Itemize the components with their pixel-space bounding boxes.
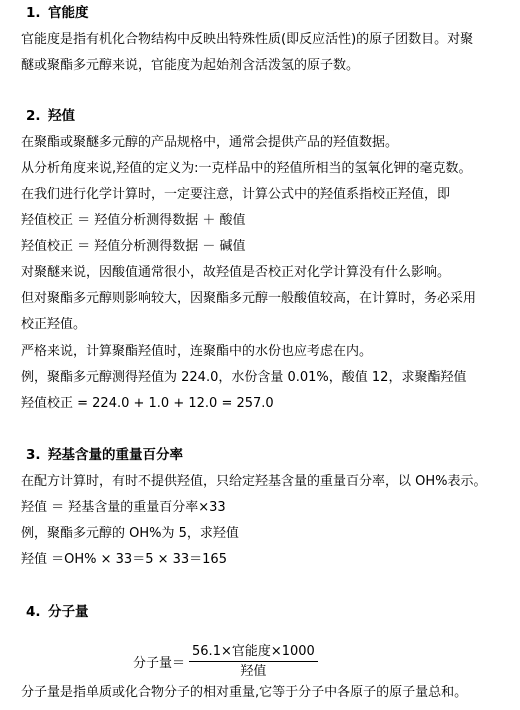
example-line: 例，聚酯多元醇的 OH%为 5，求羟值 (21, 526, 239, 541)
section-title: 官能度 (48, 5, 89, 21)
section-number: 3. (26, 447, 41, 463)
formula-denominator: 羟值 (240, 663, 267, 679)
section-heading-hydroxyl-value (21, 107, 506, 125)
paragraph-line: 严格来说，计算聚酯羟值时，连聚酯中的水份也应考虑在内。 (21, 344, 373, 359)
formula-fraction (189, 643, 318, 680)
paragraph-line: 对聚醚来说，因酸值通常很小，故羟值是否校正对化学计算没有什么影响。 (21, 265, 451, 280)
section-number: 1. (26, 5, 41, 21)
section-title: 羟基含量的重量百分率 (48, 447, 183, 463)
section-heading-functionality (21, 4, 506, 22)
formula-numerator: 56.1×官能度×1000 (189, 643, 318, 662)
paragraph-line: 醚或聚酯多元醇来说，官能度为起始剂含活泼氢的原子数。 (21, 58, 360, 73)
formula-line: 羟值校正 = 224.0 + 1.0 + 12.0 = 257.0 (21, 396, 274, 411)
formula-line: 羟值校正 ＝ 羟值分析测得数据 － 碱值 (21, 239, 246, 254)
section-heading-hydroxyl-content (21, 446, 506, 464)
paragraph-line: 在我们进行化学计算时，一定要注意，计算公式中的羟值系指校正羟值，即 (21, 187, 451, 202)
section-title: 羟值 (48, 108, 75, 124)
section-title: 分子量 (48, 604, 89, 620)
paragraph-line: 在配方计算时，有时不提供羟值，只给定羟基含量的重量百分率，以 OH%表示。 (21, 474, 487, 489)
paragraph-line: 在聚酯或聚醚多元醇的产品规格中，通常会提供产品的羟值数据。 (21, 135, 399, 150)
paragraph-line: 官能度是指有机化合物结构中反映出特殊性质(即反应活性)的原子团数目。对聚 (21, 32, 474, 47)
paragraph-line: 分子量是指单质或化合物分子的相对重量,它等于分子中各原子的原子量总和。 (21, 685, 468, 700)
formula-lhs: 分子量＝ (133, 655, 186, 671)
paragraph-line: 从分析角度来说,羟值的定义为:一克样品中的羟值所相当的氢氧化钾的毫克数。 (21, 161, 472, 176)
section-number: 2. (26, 108, 41, 124)
formula-line: 羟值校正 ＝ 羟值分析测得数据 ＋ 酸值 (21, 213, 246, 228)
paragraph-line: 校正羟值。 (21, 317, 87, 332)
section-number: 4. (26, 604, 41, 620)
section-heading-molecular-weight (21, 603, 506, 621)
formula-line: 羟值 ＝OH% × 33＝5 × 33＝165 (21, 552, 227, 567)
paragraph-line: 但对聚酯多元醇则影响较大，因聚酯多元醇一般酸值较高，在计算时，务必采用 (21, 291, 477, 306)
molecular-weight-formula (133, 641, 318, 681)
formula-line: 羟值 ＝ 羟基含量的重量百分率×33 (21, 500, 226, 515)
example-line: 例，聚酯多元醇测得羟值为 224.0，水份含量 0.01%，酸值 12，求聚酯羟值 (21, 370, 467, 385)
